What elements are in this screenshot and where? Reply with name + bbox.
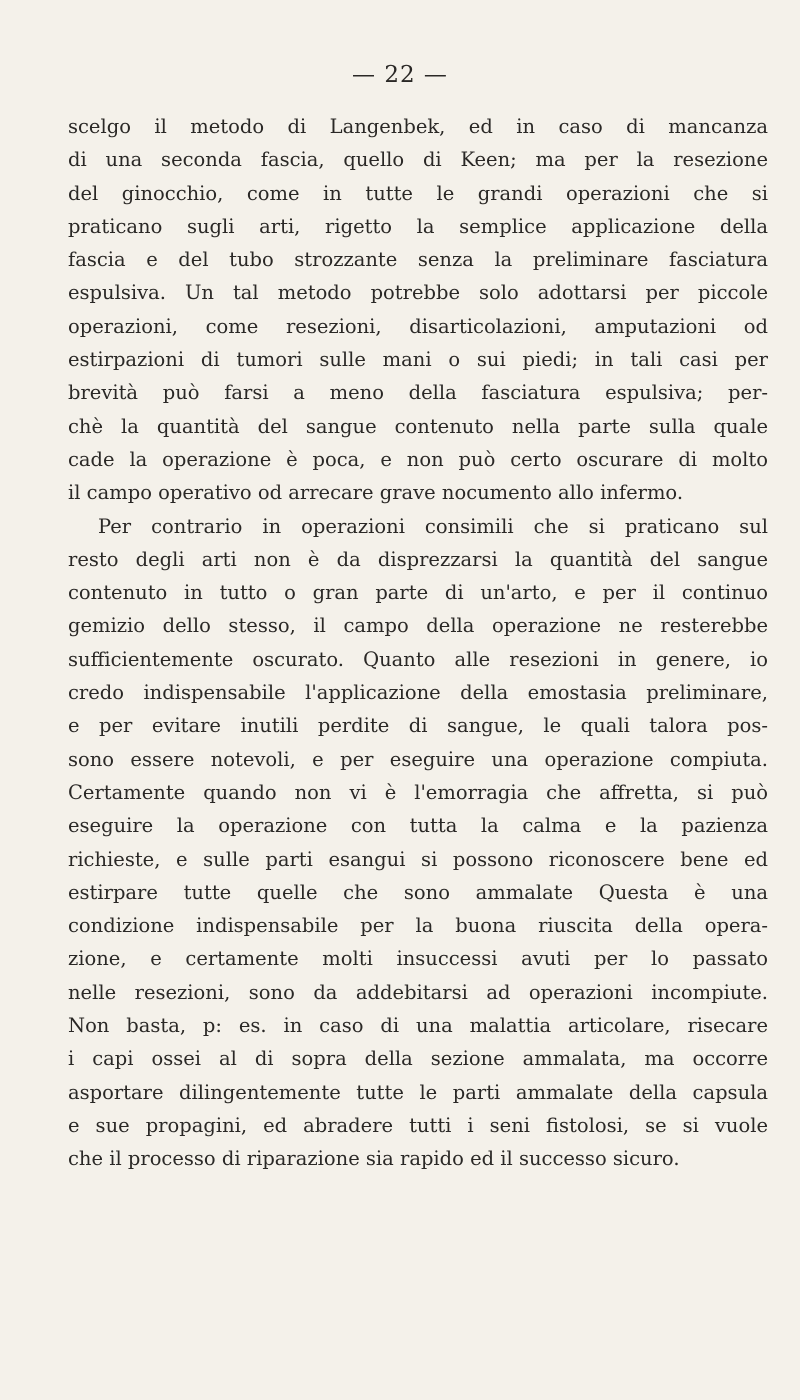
- text-line: nelle resezioni, sono da addebitarsi ad operazioni incompiute.: [68, 980, 768, 1004]
- text-line: del ginocchio, come in tutte le grandi operazioni che si: [68, 181, 768, 205]
- text-line: il campo operativo od arrecare grave nocumento allo infermo.: [68, 481, 684, 505]
- text-line: espulsiva. Un tal metodo potrebbe solo adottarsi per piccole: [68, 281, 768, 305]
- text-line: credo indispensabile l'applicazione della emostasia preliminare,: [68, 681, 768, 705]
- paragraph-1: [68, 110, 768, 510]
- text-line: che il processo di riparazione sia rapido ed il successo sicuro.: [68, 1147, 680, 1171]
- text-line: di una seconda fascia, quello di Keen; ma per la resezione: [68, 148, 768, 172]
- paragraph-2: [68, 510, 768, 1176]
- text-line: sufficientemente oscurato. Quanto alle resezioni in genere, io: [68, 647, 768, 671]
- text-line: estirpare tutte quelle che sono ammalate Questa è una: [68, 880, 768, 904]
- text-line: condizione indispensabile per la buona riuscita della opera-: [68, 914, 768, 938]
- text-line: richieste, e sulle parti esangui si possono riconoscere bene ed: [68, 847, 768, 871]
- text-line: fascia e del tubo strozzante senza la preliminare fasciatura: [68, 248, 768, 272]
- text-line: brevità può farsi a meno della fasciatura espulsiva; per-: [68, 381, 768, 405]
- text-line: resto degli arti non è da disprezzarsi la quantità del sangue: [68, 547, 768, 571]
- text-line: sono essere notevoli, e per eseguire una operazione compiuta.: [68, 747, 768, 771]
- text-line: operazioni, come resezioni, disarticolazioni, amputazioni od: [68, 314, 768, 338]
- text-line: chè la quantità del sangue contenuto nella parte sulla quale: [68, 414, 768, 438]
- text-line: zione, e certamente molti insuccessi avuti per lo passato: [68, 947, 768, 971]
- text-line: Per contrario in operazioni consimili che si praticano sul: [98, 514, 768, 538]
- page-number: — 22 —: [352, 62, 448, 88]
- text-line: cade la operazione è poca, e non può certo oscurare di molto: [68, 447, 768, 471]
- text-line: asportare dilingentemente tutte le parti ammalate della capsula: [68, 1080, 768, 1104]
- text-line: contenuto in tutto o gran parte di un'arto, e per il continuo: [68, 581, 768, 605]
- text-line: scelgo il metodo di Langenbek, ed in caso di mancanza: [68, 115, 768, 138]
- text-line: praticano sugli arti, rigetto la semplice applicazione della: [68, 214, 768, 238]
- text-line: Non basta, p: es. in caso di una malattia articolare, risecare: [68, 1014, 768, 1038]
- text-line: eseguire la operazione con tutta la calma e la pazienza: [68, 814, 768, 838]
- text-line: gemizio dello stesso, il campo della operazione ne resterebbe: [68, 614, 768, 638]
- body-text: [68, 110, 768, 1176]
- text-line: e per evitare inutili perdite di sangue, le quali talora pos-: [68, 714, 768, 738]
- text-line: Certamente quando non vi è l'emorragia che affretta, si può: [68, 780, 768, 804]
- text-line: e sue propagini, ed abradere tutti i seni fistolosi, se si vuole: [68, 1113, 768, 1137]
- text-line: i capi ossei al di sopra della sezione ammalata, ma occorre: [68, 1047, 768, 1071]
- text-line: estirpazioni di tumori sulle mani o sui piedi; in tali casi per: [68, 348, 768, 372]
